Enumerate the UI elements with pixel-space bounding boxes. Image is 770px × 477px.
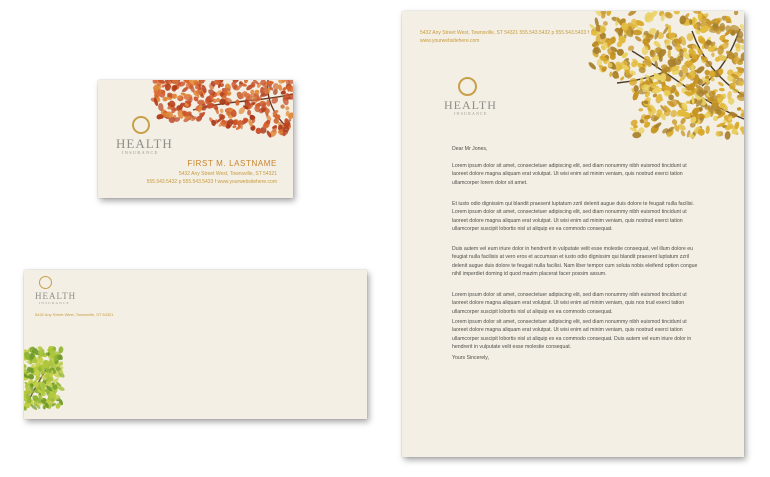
letter-paragraph: Lorem ipsum dolor sit amet, consectetuer adipiscing elit, sed diam nonummy nibh euismod tincidunt ut laoreet dolore magna aliquam erat volutpat. Ut wisi enim ad minim veniam, quis nos trud exerci tation ullamcorper suscipit lobortis nisl ut aliquip ex ea commodo consequat. [452, 292, 687, 315]
brand-tagline: INSURANCE [122, 150, 159, 155]
letter-paragraph: Et iusto odio dignissim qui blandit praesent luptatum zzril delenit augue duis dolore te feugait nulla facilisi. Lorem ipsum dolor sit amet, consectetuer adipiscing elit, sed diam nonummy nibh euismod tincidunt ut laoreet dolore magna aliquam erat volutpat. Ut wisi enim ad minim veniam, quis nostrud exerci tation ullamcorper suscipit lobortis nisl ut aliquip ex ea commodo consequat. [452, 201, 694, 232]
letter-closing: Yours Sincerely, [452, 355, 489, 361]
letter-salutation: Dear Mr Jones, [452, 146, 488, 152]
brand-tagline: INSURANCE [39, 301, 70, 305]
letterhead-website: www.yourwebsitehere.com [420, 38, 480, 44]
envelope-address: 5432 Any Street West, Townsville, ST 54321 [35, 312, 114, 317]
envelope [24, 270, 367, 419]
letter-paragraph: Lorem ipsum dolor sit amet, consectetuer adipiscing elit, sed diam nonummy nibh euismod tincidunt ut laoreet dolore magna aliquam erat volutpat. Ut wisi enim ad minim veniam, quis nostrud exerci tation ullamcorper suscipit lobortis nisl ut aliquip ex ea commodo consequat. Duis autem vel eum iriure dolor in hendrerit in vulputate velit esse molestie consequat. [452, 319, 692, 350]
business-card [98, 80, 293, 198]
letter-paragraph: Lorem ipsum dolor sit amet, consectetuer adipiscing elit, sed diam nonummy nibh euismod tincidunt ut laoreet dolore magna aliquam erat volutpat. Ut wisi enim ad minim veniam, quis nostrud exerci tation ullamcorper lorem dolor sit amet. [452, 163, 687, 186]
letterhead [402, 11, 744, 457]
brand-name: HEALTH [116, 136, 173, 151]
yellow-leaves-illustration [402, 11, 744, 457]
logo-ring-icon [132, 116, 150, 134]
card-address: 5432 Any Street West, Townsville, ST 54321 [178, 171, 277, 177]
brand-name: HEALTH [35, 291, 77, 301]
card-contact: 555.543.5432 p 555.543.5433 f www.yourwebsitehere.com [146, 179, 277, 185]
letter-paragraph: Duis autem vel eum iriure dolor in hendrerit in vulputate velit esse molestie consequat, vel illum dolore eu feugiat nulla facilisis at vero eros et accumsan et iusto odio dignissim qui blandit praesent luptatum zzril delenit augue duis dolore te feugait nulla facilisi. Nam liber tempor cum soluta nobis eleifend option congue nihil imperdiet doming id quod mazim placerat facer possim assum. [452, 246, 698, 277]
card-person-name: FIRST M. LASTNAME [187, 159, 277, 168]
logo-ring-icon [458, 77, 477, 96]
brand-name: HEALTH [444, 98, 497, 112]
letterhead-address: 5432 Any Street West, Townsville, ST 54321 555.543.5432 p 555.543.5433 f [420, 30, 590, 36]
logo-ring-icon [39, 276, 52, 289]
brand-tagline: INSURANCE [454, 111, 488, 116]
